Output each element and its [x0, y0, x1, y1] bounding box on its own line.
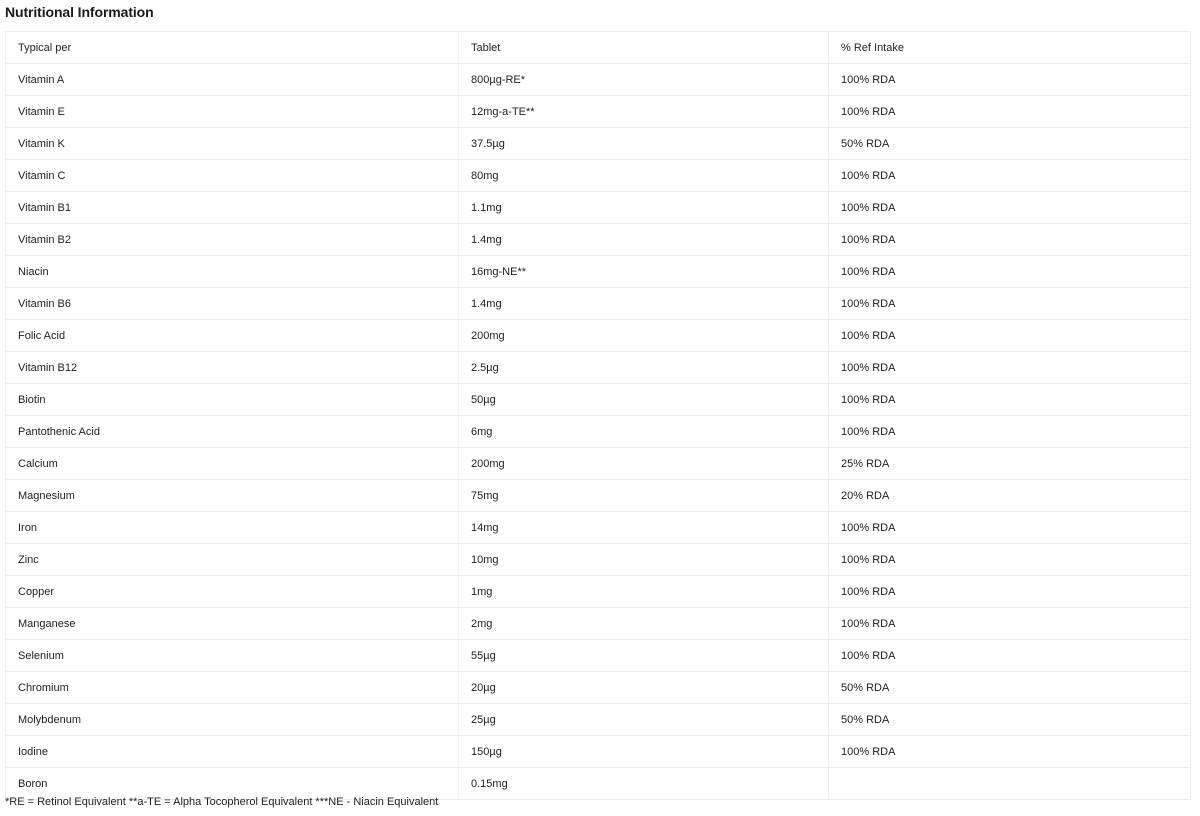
table-header-row — [6, 32, 1191, 64]
nutrient-cell: Iron — [6, 512, 459, 544]
ref-intake-cell: 100% RDA — [829, 512, 1191, 544]
amount-cell: 50µg — [459, 384, 829, 416]
header-typical-per: Typical per — [6, 32, 459, 64]
nutrient-cell: Vitamin E — [6, 96, 459, 128]
nutrient-cell: Chromium — [6, 672, 459, 704]
nutrient-cell: Folic Acid — [6, 320, 459, 352]
ref-intake-cell: 100% RDA — [829, 320, 1191, 352]
nutrient-cell: Vitamin B1 — [6, 192, 459, 224]
nutrient-cell: Vitamin K — [6, 128, 459, 160]
ref-intake-cell: 100% RDA — [829, 224, 1191, 256]
table-row — [6, 576, 1191, 608]
nutrient-cell: Molybdenum — [6, 704, 459, 736]
table-row — [6, 224, 1191, 256]
amount-cell: 1.1mg — [459, 192, 829, 224]
amount-cell: 16mg-NE** — [459, 256, 829, 288]
amount-cell: 25µg — [459, 704, 829, 736]
nutrient-cell: Niacin — [6, 256, 459, 288]
amount-cell: 55µg — [459, 640, 829, 672]
table-row — [6, 192, 1191, 224]
header-ref-intake: % Ref Intake — [829, 32, 1191, 64]
ref-intake-cell: 50% RDA — [829, 128, 1191, 160]
ref-intake-cell: 100% RDA — [829, 256, 1191, 288]
table-row — [6, 640, 1191, 672]
amount-cell: 2mg — [459, 608, 829, 640]
ref-intake-cell: 100% RDA — [829, 416, 1191, 448]
amount-cell: 10mg — [459, 544, 829, 576]
table-row — [6, 448, 1191, 480]
ref-intake-cell: 100% RDA — [829, 640, 1191, 672]
nutrient-cell: Zinc — [6, 544, 459, 576]
table-row — [6, 672, 1191, 704]
nutrient-cell: Vitamin B6 — [6, 288, 459, 320]
amount-cell: 75mg — [459, 480, 829, 512]
nutrient-cell: Calcium — [6, 448, 459, 480]
table-row — [6, 64, 1191, 96]
amount-cell: 14mg — [459, 512, 829, 544]
table-row — [6, 416, 1191, 448]
amount-cell: 6mg — [459, 416, 829, 448]
footnote: *RE = Retinol Equivalent **a-TE = Alpha Tocopherol Equivalent ***NE - Niacin Equivalent — [5, 796, 439, 808]
ref-intake-cell: 100% RDA — [829, 288, 1191, 320]
nutrition-table — [5, 31, 1191, 800]
table-row — [6, 288, 1191, 320]
ref-intake-cell: 50% RDA — [829, 704, 1191, 736]
nutrient-cell: Iodine — [6, 736, 459, 768]
table-row — [6, 384, 1191, 416]
amount-cell: 150µg — [459, 736, 829, 768]
nutrient-cell: Vitamin C — [6, 160, 459, 192]
nutrient-cell: Vitamin B2 — [6, 224, 459, 256]
ref-intake-cell: 100% RDA — [829, 608, 1191, 640]
header-tablet: Tablet — [459, 32, 829, 64]
page-title: Nutritional Information — [5, 4, 154, 20]
nutrient-cell: Magnesium — [6, 480, 459, 512]
table-row — [6, 352, 1191, 384]
ref-intake-cell: 100% RDA — [829, 160, 1191, 192]
amount-cell: 12mg-a-TE** — [459, 96, 829, 128]
ref-intake-cell: 100% RDA — [829, 544, 1191, 576]
nutrient-cell: Manganese — [6, 608, 459, 640]
nutrient-cell: Biotin — [6, 384, 459, 416]
amount-cell: 37.5µg — [459, 128, 829, 160]
table-row — [6, 608, 1191, 640]
amount-cell: 80mg — [459, 160, 829, 192]
table-row — [6, 704, 1191, 736]
ref-intake-cell — [829, 768, 1191, 800]
ref-intake-cell: 50% RDA — [829, 672, 1191, 704]
ref-intake-cell: 100% RDA — [829, 736, 1191, 768]
ref-intake-cell: 25% RDA — [829, 448, 1191, 480]
table-row — [6, 160, 1191, 192]
table-row — [6, 544, 1191, 576]
table-row — [6, 480, 1191, 512]
table-row — [6, 96, 1191, 128]
nutrient-cell: Selenium — [6, 640, 459, 672]
ref-intake-cell: 100% RDA — [829, 576, 1191, 608]
table-row — [6, 256, 1191, 288]
amount-cell: 1.4mg — [459, 288, 829, 320]
amount-cell: 1mg — [459, 576, 829, 608]
amount-cell: 800µg-RE* — [459, 64, 829, 96]
nutrient-cell: Boron — [6, 768, 459, 800]
ref-intake-cell: 100% RDA — [829, 64, 1191, 96]
table-row — [6, 320, 1191, 352]
table-row — [6, 736, 1191, 768]
table-row — [6, 128, 1191, 160]
ref-intake-cell: 100% RDA — [829, 352, 1191, 384]
nutrition-table-body — [6, 32, 1191, 800]
ref-intake-cell: 100% RDA — [829, 384, 1191, 416]
nutrient-cell: Pantothenic Acid — [6, 416, 459, 448]
ref-intake-cell: 20% RDA — [829, 480, 1191, 512]
amount-cell: 200mg — [459, 448, 829, 480]
nutrient-cell: Vitamin A — [6, 64, 459, 96]
amount-cell: 0.15mg — [459, 768, 829, 800]
amount-cell: 200mg — [459, 320, 829, 352]
amount-cell: 1.4mg — [459, 224, 829, 256]
ref-intake-cell: 100% RDA — [829, 192, 1191, 224]
nutrient-cell: Copper — [6, 576, 459, 608]
ref-intake-cell: 100% RDA — [829, 96, 1191, 128]
nutrient-cell: Vitamin B12 — [6, 352, 459, 384]
amount-cell: 2.5µg — [459, 352, 829, 384]
table-row — [6, 512, 1191, 544]
amount-cell: 20µg — [459, 672, 829, 704]
